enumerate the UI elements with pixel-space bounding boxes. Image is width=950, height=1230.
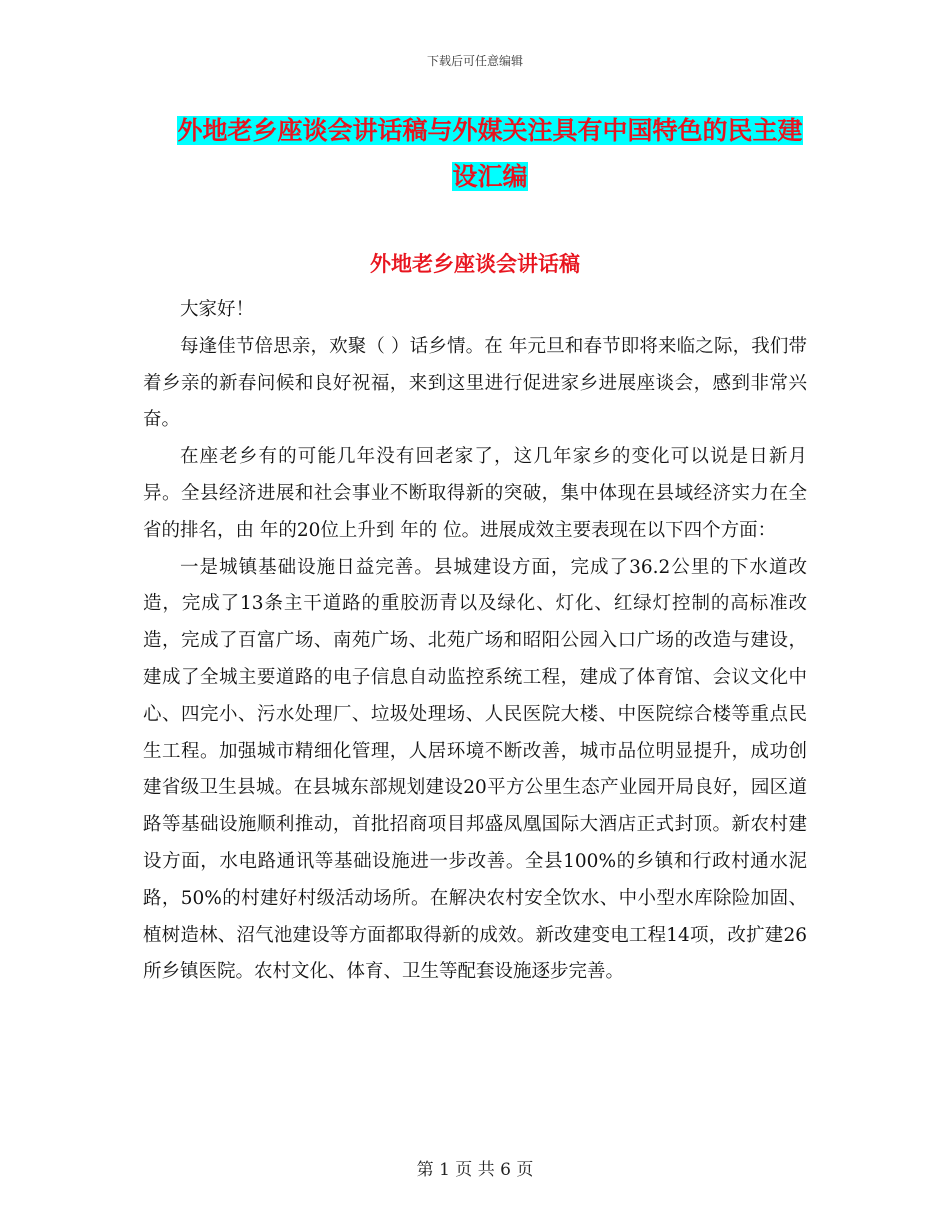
paragraph-development: 在座老乡有的可能几年没有回老家了，这几年家乡的变化可以说是日新月异。全县经济进展和社会事业不断取得新的突破，集中体现在县域经济实力在全省的排名，由 年的20位上升到 年的 位。进展成效主要表现在以下四个方面：	[143, 446, 807, 541]
page-header-note: 下载后可任意编辑	[426, 54, 523, 68]
document-title	[170, 108, 810, 200]
document-title-text: 外地老乡座谈会讲话稿与外媒关注具有中国特色的民主建设汇编	[177, 116, 803, 191]
section-title: 外地老乡座谈会讲话稿	[370, 252, 580, 276]
paragraph-greeting: 大家好！	[180, 299, 255, 320]
document-body	[143, 292, 807, 991]
paragraph-infrastructure: 一是城镇基础设施日益完善。县城建设方面，完成了36.2公里的下水道改造，完成了13条主干道路的重胶沥青以及绿化、灯化、红绿灯控制的高标准改造，完成了百富广场、南苑广场、北苑广场和昭阳公园入口广场的改造与建设，建成了全城主要道路的电子信息自动监控系统工程，建成了体育馆、会议文化中心、四完小、污水处理厂、垃圾处理场、人民医院大楼、中医院综合楼等重点民生工程。加强城市精细化管理，人居环境不断改善，城市品位明显提升，成功创建省级卫生县城。在县城东部规划建设20平方公里生态产业园开局良好，园区道路等基础设施顺利推动，首批招商项目邦盛凤凰国际大酒店正式封顶。新农村建设方面，水电路通讯等基础设施进一步改善。全县100%的乡镇和行政村通水泥路，50%的村建好村级活动场所。在解决农村安全饮水、中小型水库除险加固、植树造林、沼气池建设等方面都取得新的成效。新改建变电工程14项，改扩建26所乡镇医院。农村文化、体育、卫生等配套设施逐步完善。	[143, 556, 807, 983]
page-number: 第 1 页 共 6 页	[416, 1160, 534, 1180]
paragraph-intro: 每逢佳节倍思亲，欢聚（ ）话乡情。在 年元旦和春节即将来临之际，我们带着乡亲的新春问候和良好祝福，来到这里进行促进家乡进展座谈会，感到非常兴奋。	[143, 335, 807, 431]
